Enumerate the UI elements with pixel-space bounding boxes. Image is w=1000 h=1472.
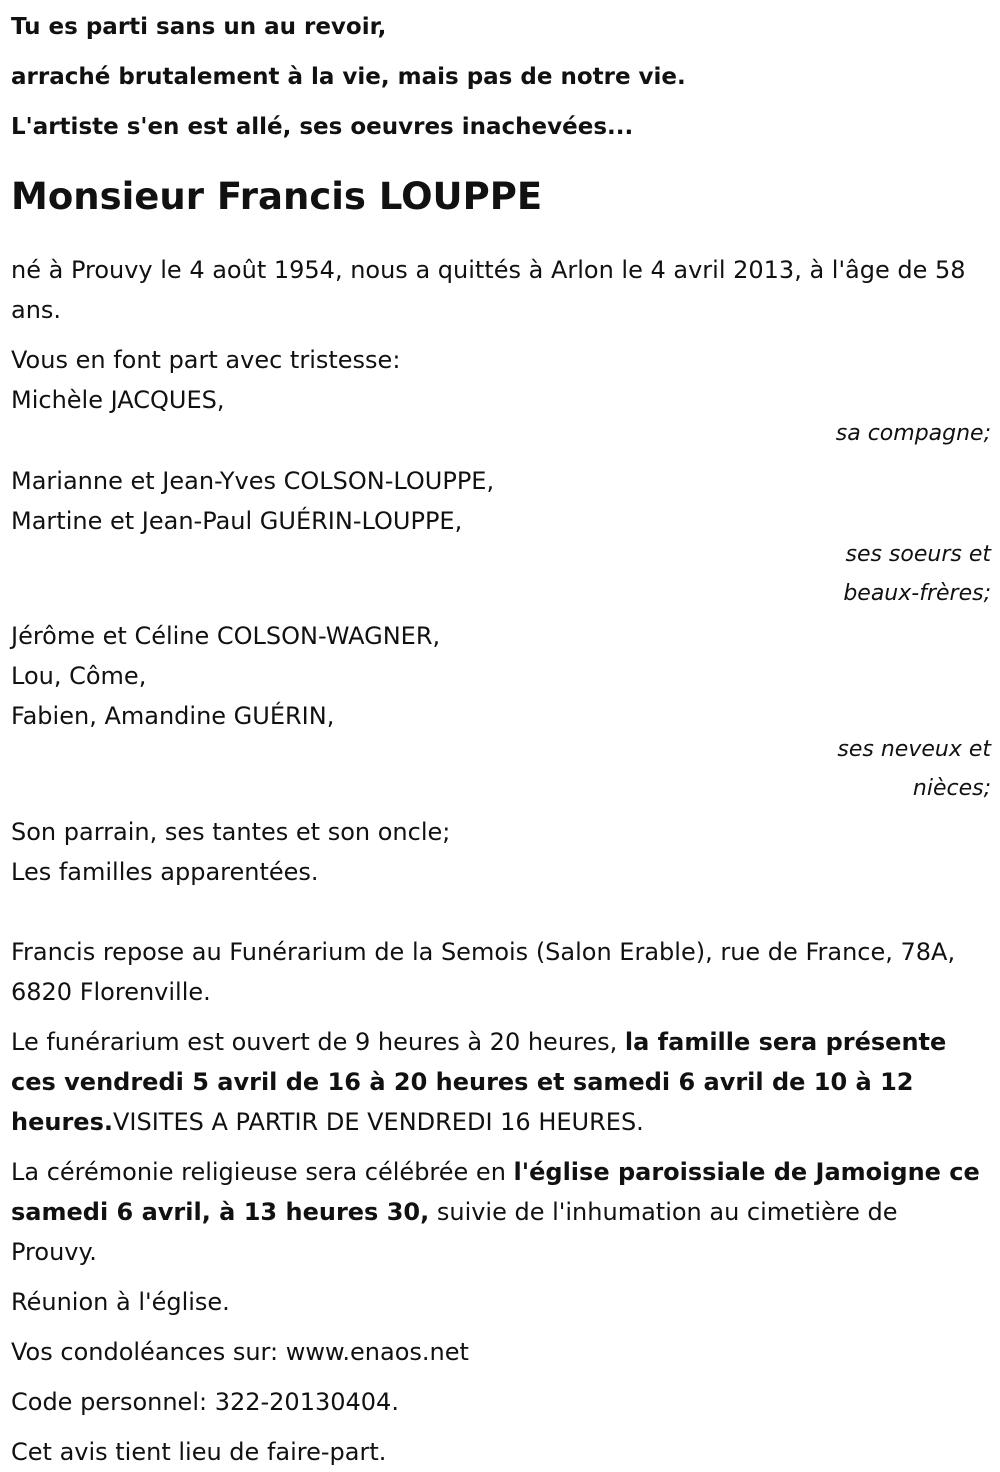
mourners-heading: Vous en font part avec tristesse: xyxy=(11,346,401,374)
mourner-name: Lou, Côme, xyxy=(11,662,147,690)
resting-place: Francis repose au Funérarium de la Semois (Salon Erable), rue de France, 78A, 6820 Florenville. xyxy=(11,938,956,1006)
condolences-text: Vos condoléances sur: www.enaos.net xyxy=(11,1338,469,1366)
poem-line-3: L'artiste s'en est allé, ses oeuvres inachevées... xyxy=(11,114,634,140)
relation-nephews-line-2: nièces; xyxy=(912,776,991,801)
notice-text: Cet avis tient lieu de faire-part. xyxy=(11,1438,387,1466)
mourner-name: Marianne et Jean-Yves COLSON-LOUPPE, xyxy=(11,467,495,495)
relation-sisters-line-2: beaux-frères; xyxy=(843,581,991,606)
poem-line-2: arraché brutalement à la vie, mais pas de notre vie. xyxy=(11,64,686,90)
poem xyxy=(11,2,991,152)
ceremony-end: suivie de l'inhumation au cimetière de Prouvy. xyxy=(11,1198,898,1266)
other-mourners: Son parrain, ses tantes et son oncle; xyxy=(11,818,451,846)
obituary-notice xyxy=(11,0,991,1472)
other-mourners: Les familles apparentées. xyxy=(11,858,319,886)
relation-nephews-line-1: ses neveux et xyxy=(837,737,991,762)
mourner-name: Martine et Jean-Paul GUÉRIN-LOUPPE, xyxy=(11,507,463,535)
visiting-hours xyxy=(11,1022,991,1142)
mourner-name: Jérôme et Céline COLSON-WAGNER, xyxy=(11,622,441,650)
ceremony-details xyxy=(11,1152,991,1272)
personal-code: Code personnel: 322-20130404. xyxy=(11,1388,399,1416)
poem-line-1: Tu es parti sans un au revoir, xyxy=(11,14,387,40)
ceremony-start: La cérémonie religieuse sera célébrée en xyxy=(11,1158,514,1186)
ceremony-location: l'église paroissiale de Jamoigne ce samedi 6 avril, à 13 heures 30, xyxy=(11,1158,980,1226)
relation-companion: sa compagne; xyxy=(835,421,991,446)
visiting-hours-start: Le funérarium est ouvert de 9 heures à 20 heures, xyxy=(11,1028,625,1056)
relation-sisters-line-1: ses soeurs et xyxy=(845,542,991,567)
visiting-hours-family: la famille sera présente ces vendredi 5 avril de 16 à 20 heures et samedi 6 avril de 10 à 12 heures. xyxy=(11,1028,947,1136)
visiting-hours-end: VISITES A PARTIR DE VENDREDI 16 HEURES. xyxy=(112,1108,644,1136)
reunion-text: Réunion à l'église. xyxy=(11,1288,230,1316)
intro-text: né à Prouvy le 4 août 1954, nous a quittés à Arlon le 4 avril 2013, à l'âge de 58 ans. xyxy=(11,256,966,324)
deceased-name: Monsieur Francis LOUPPE xyxy=(11,175,543,218)
mourner-name: Fabien, Amandine GUÉRIN, xyxy=(11,702,335,730)
mourner-name: Michèle JACQUES, xyxy=(11,386,225,414)
